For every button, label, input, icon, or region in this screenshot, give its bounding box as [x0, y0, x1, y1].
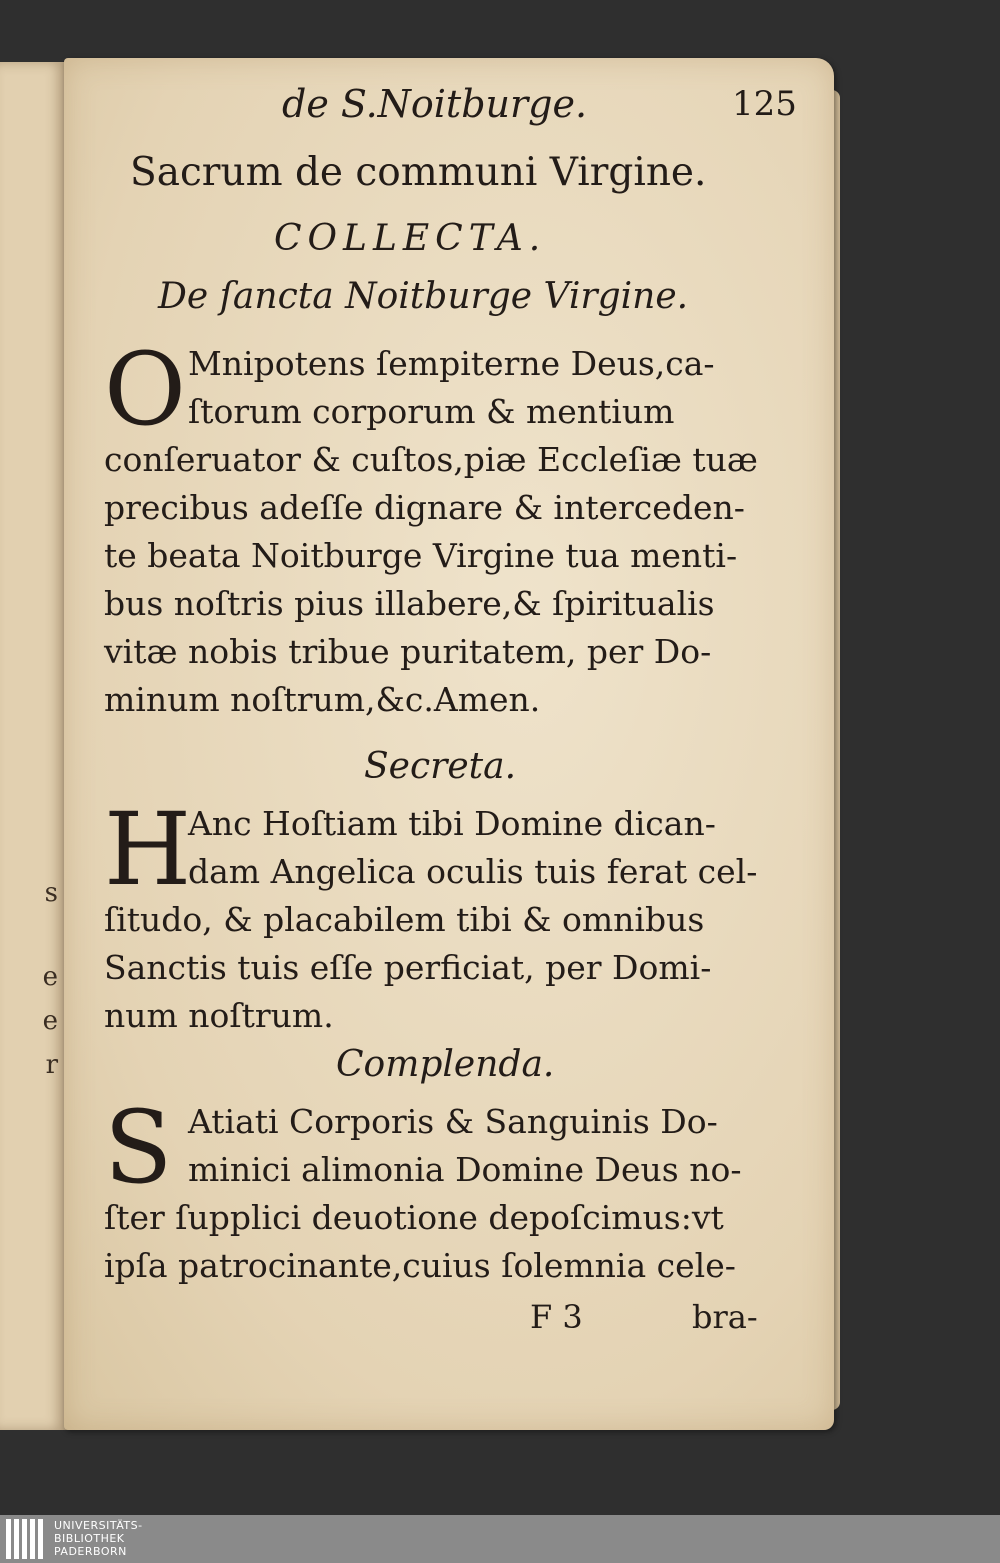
collecta-subheading: De ſancta Noitburge Virgine. — [158, 276, 689, 317]
text-line: vitæ nobis tribue puritatem, per Do- — [104, 632, 712, 671]
text-line: ſitudo, & placabilem tibi & omnibus — [104, 900, 705, 939]
catchword: bra- — [692, 1298, 758, 1336]
left-page-fragment: e — [42, 1006, 58, 1036]
text-line: Sanctis tuis eſſe perficiat, per Domi- — [104, 948, 712, 987]
text-line: Mnipotens ſempiterne Deus,ca- — [188, 344, 715, 383]
logo-line: PADERBORN — [54, 1545, 127, 1558]
library-logo-icon — [6, 1519, 44, 1559]
running-head: de S.Noitburge. — [282, 82, 588, 126]
text-line: conſeruator & cuſtos,piæ Eccleſiæ tuæ — [104, 440, 758, 479]
page-number: 125 — [732, 84, 797, 124]
left-page-fragment: e — [42, 962, 58, 992]
collecta-paragraph — [104, 331, 794, 724]
page-title: Sacrum de communi Virgine. — [130, 150, 707, 195]
text-line: ſter ſupplici deuotione depoſcimus:vt — [104, 1198, 724, 1237]
text-line: minici alimonia Domine Deus no- — [188, 1150, 742, 1189]
signature-mark: F 3 — [530, 1298, 583, 1336]
text-line: Atiati Corporis & Sanguinis Do- — [188, 1102, 718, 1141]
text-line: dam Angelica oculis tuis ferat cel- — [188, 852, 758, 891]
text-line: Anc Hoſtiam tibi Domine dican- — [188, 804, 716, 843]
left-page-edge — [0, 62, 69, 1430]
text-line: bus noſtris pius illabere,& ſpiritualis — [104, 584, 715, 623]
secreta-heading: Secreta. — [364, 746, 517, 787]
collecta-heading: COLLECTA. — [274, 218, 547, 259]
drop-cap-initial: O — [104, 331, 186, 448]
text-line: te beata Noitburge Virgine tua menti- — [104, 536, 738, 575]
text-line: ſtorum corporum & mentium — [188, 392, 675, 431]
text-line: ipſa patrocinante,cuius ſolemnia cele- — [104, 1246, 736, 1285]
text-line: num noſtrum. — [104, 996, 334, 1035]
book-page — [64, 58, 834, 1430]
text-line: minum noſtrum,&c.Amen. — [104, 680, 541, 719]
library-logo-text — [54, 1519, 143, 1558]
logo-line: UNIVERSITÄTS- — [54, 1519, 143, 1532]
left-page-fragment: s — [44, 878, 58, 908]
drop-cap-initial: H — [104, 791, 192, 908]
library-footer-bar — [0, 1515, 1000, 1563]
complenda-heading: Complenda. — [336, 1044, 555, 1085]
logo-line: BIBLIOTHEK — [54, 1532, 125, 1545]
left-page-fragment: r — [45, 1050, 58, 1080]
complenda-paragraph — [104, 1089, 794, 1290]
drop-cap-initial: S — [104, 1089, 173, 1206]
text-line: precibus adeſſe dignare & interceden- — [104, 488, 745, 527]
secreta-paragraph — [104, 791, 794, 1040]
